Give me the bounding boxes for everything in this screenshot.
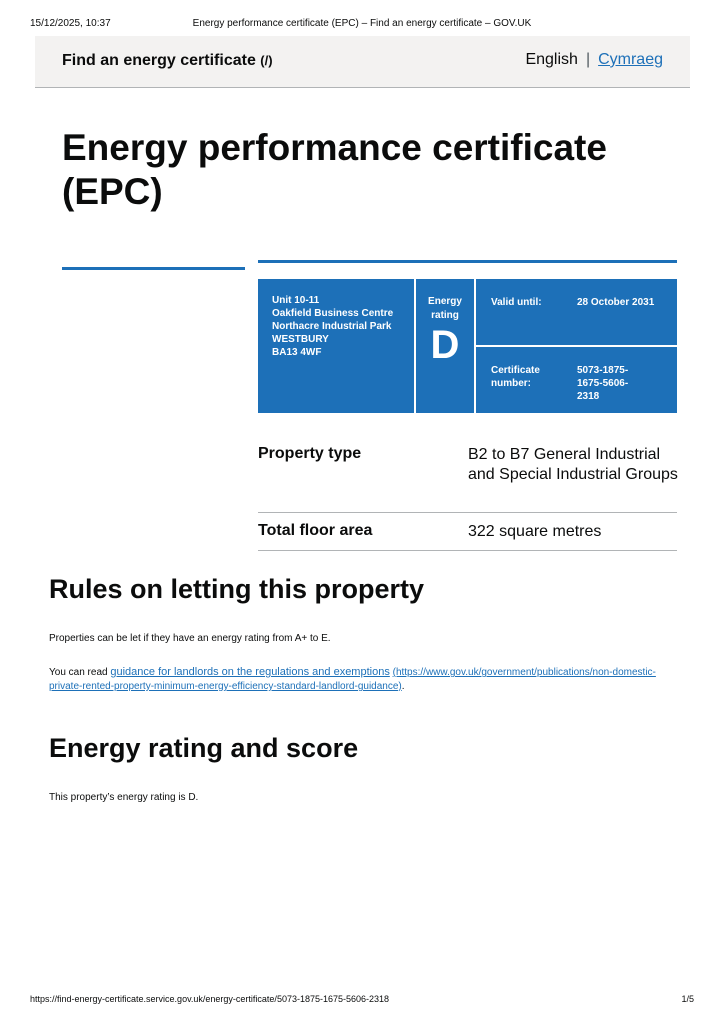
address-line: Unit 10-11 xyxy=(272,295,320,306)
energy-rating-text: This property’s energy rating is D. xyxy=(49,792,199,803)
letting-rules-text: Properties can be let if they have an energy rating from A+ to E. xyxy=(49,633,331,644)
address-line: Northacre Industrial Park xyxy=(272,321,392,332)
letting-rules-heading: Rules on letting this property xyxy=(49,574,425,604)
property-summary-list xyxy=(258,436,677,551)
landlord-guidance-url[interactable]: (https://www.gov.uk/government/publications/non-domestic-private-rented-property-minimum-energy-efficiency-standard-landlord-guidance) xyxy=(49,667,656,692)
address-line: WESTBURY xyxy=(272,334,329,345)
summary-key: Property type xyxy=(258,445,362,462)
energy-rating-letter: D xyxy=(430,323,460,367)
summary-row-floor-area xyxy=(258,513,677,551)
language-separator: | xyxy=(585,51,591,68)
valid-until-value: 28 October 2031 xyxy=(577,297,655,308)
epc-summary-card xyxy=(258,279,677,413)
card-divider xyxy=(476,345,677,347)
language-cymraeg-link[interactable]: Cymraeg xyxy=(598,51,663,68)
language-switcher xyxy=(525,51,663,69)
certificate-number-value: 5073-1875-1675-5606-2318 xyxy=(577,365,629,402)
summary-key: Total floor area xyxy=(258,522,373,539)
valid-until-label: Valid until: xyxy=(491,297,542,308)
property-address xyxy=(272,294,412,359)
page-title: Energy performance certificate (EPC) xyxy=(62,127,607,212)
print-datetime: 15/12/2025, 10:37 xyxy=(30,18,111,29)
print-header xyxy=(30,18,694,32)
print-footer xyxy=(30,994,694,1006)
address-line: BA13 4WF xyxy=(272,347,322,358)
section-divider xyxy=(62,267,245,270)
summary-row-property-type xyxy=(258,436,677,513)
summary-value: B2 to B7 General Industrial and Special Industrial Groups xyxy=(468,446,678,483)
print-page-title: Energy performance certificate (EPC) – Find an energy certificate – GOV.UK xyxy=(192,18,532,29)
guidance-suffix: . xyxy=(401,681,405,692)
energy-rating-heading: Energy rating and score xyxy=(49,733,359,763)
address-line: Oakfield Business Centre xyxy=(272,308,394,319)
service-name-link[interactable] xyxy=(62,52,273,70)
certificate-number-label: Certificate number: xyxy=(491,365,540,389)
language-english: English xyxy=(525,51,578,68)
energy-rating-label: Energy rating xyxy=(428,296,462,321)
certificate-top-rule xyxy=(258,260,677,263)
service-home-link[interactable]: (/) xyxy=(260,53,273,68)
print-url: https://find-energy-certificate.service.gov.uk/energy-certificate/5073-1875-1675-5606-2318 xyxy=(30,994,390,1004)
service-header xyxy=(35,36,690,88)
landlord-guidance-paragraph xyxy=(49,665,689,694)
service-name: Find an energy certificate xyxy=(62,52,256,69)
summary-value: 322 square metres xyxy=(468,523,602,540)
guidance-prefix: You can read xyxy=(49,667,111,678)
landlord-guidance-link[interactable]: guidance for landlords on the regulations and exemptions xyxy=(110,666,390,678)
page-number: 1/5 xyxy=(681,994,694,1004)
